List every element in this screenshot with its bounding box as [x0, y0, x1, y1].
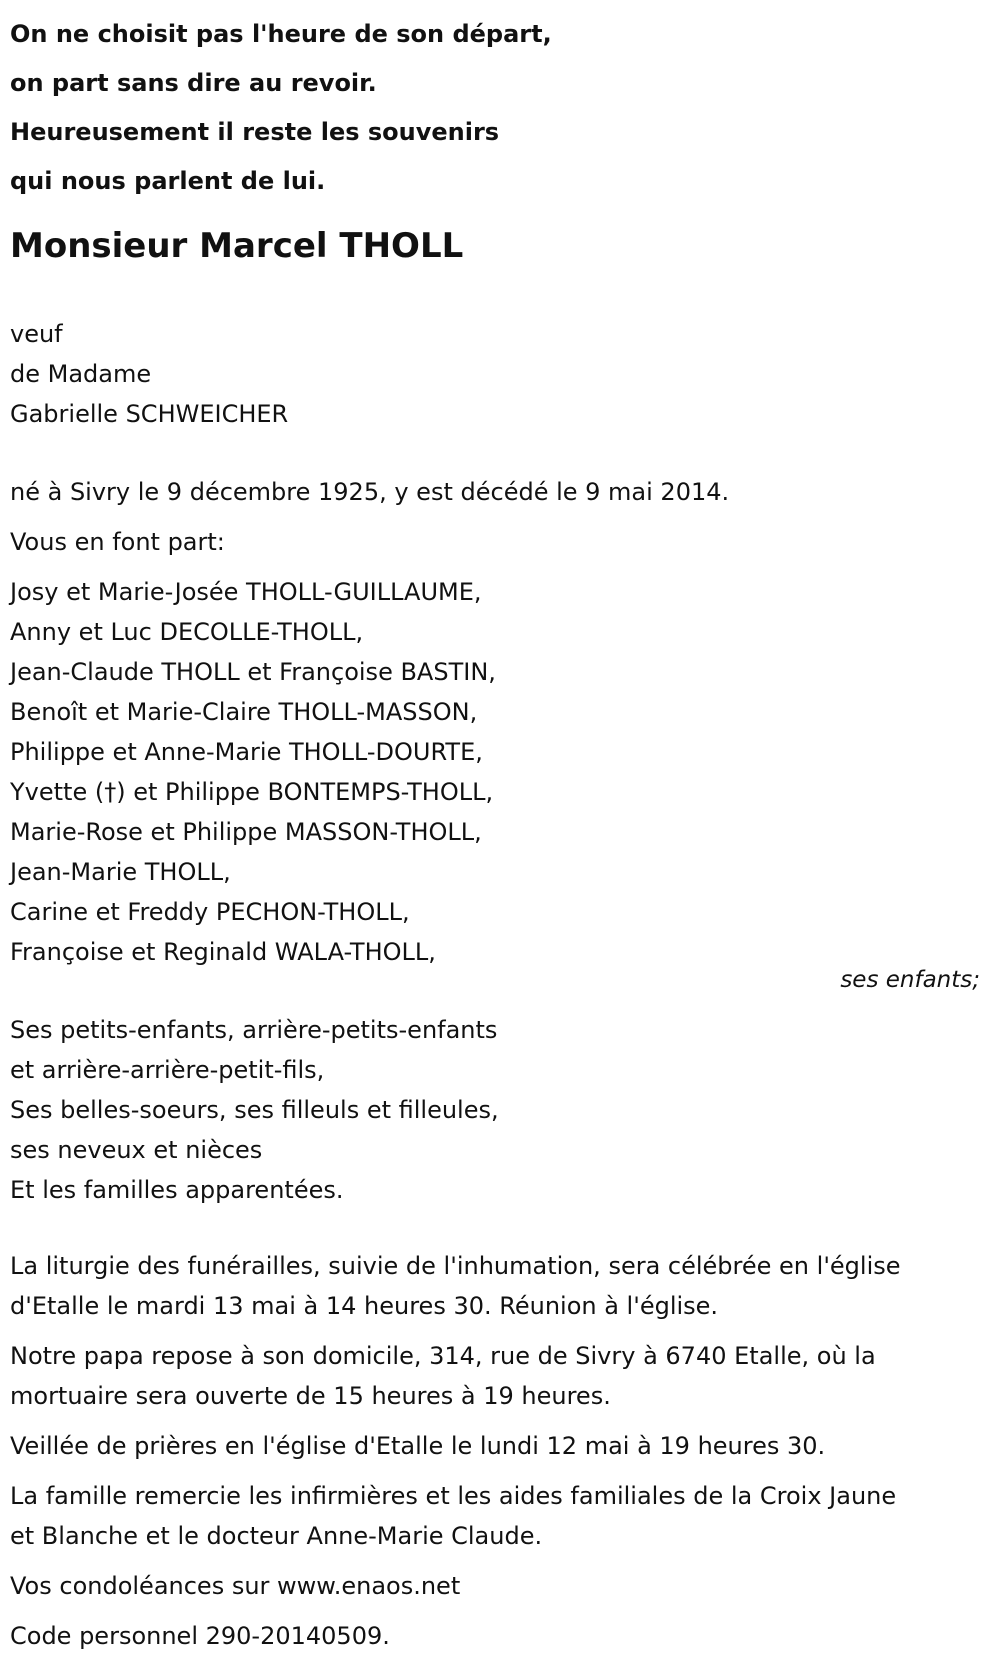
child-line: Josy et Marie-Josée THOLL-GUILLAUME, — [10, 578, 482, 606]
family-line: Ses belles-soeurs, ses filleuls et filleules, — [10, 1096, 499, 1124]
paragraph-line: mortuaire sera ouverte de 15 heures à 19 heures. — [10, 1382, 611, 1410]
paragraph-line: Vos condoléances sur www.enaos.net — [10, 1572, 461, 1600]
widow-line: veuf — [10, 320, 63, 348]
birth-death: né à Sivry le 9 décembre 1925, y est décédé le 9 mai 2014. — [10, 478, 730, 506]
children-list — [10, 572, 990, 993]
children-role: ses enfants; — [840, 967, 980, 993]
child-line: Philippe et Anne-Marie THOLL-DOURTE, — [10, 738, 483, 766]
paragraph-line: Notre papa repose à son domicile, 314, rue de Sivry à 6740 Etalle, où la — [10, 1342, 876, 1370]
family-line: Ses petits-enfants, arrière-petits-enfants — [10, 1016, 498, 1044]
paragraph-line: et Blanche et le docteur Anne-Marie Claude. — [10, 1522, 543, 1550]
deceased-name: Monsieur Marcel THOLL — [10, 226, 464, 266]
family-list — [10, 1010, 990, 1210]
paragraph-line: La liturgie des funérailles, suivie de l'inhumation, sera célébrée en l'église — [10, 1252, 901, 1280]
child-line: Yvette (†) et Philippe BONTEMPS-THOLL, — [10, 778, 494, 806]
child-line: Marie-Rose et Philippe MASSON-THOLL, — [10, 818, 482, 846]
child-line: Françoise et Reginald WALA-THOLL, — [10, 938, 436, 966]
paragraph-line: La famille remercie les infirmières et les aides familiales de la Croix Jaune — [10, 1482, 897, 1510]
poem — [10, 10, 990, 206]
announce-text: Vous en font part: — [10, 528, 225, 556]
widow-line: de Madame — [10, 360, 152, 388]
liturgy-paragraph — [10, 1246, 990, 1326]
child-line: Benoît et Marie-Claire THOLL-MASSON, — [10, 698, 478, 726]
child-line: Anny et Luc DECOLLE-THOLL, — [10, 618, 364, 646]
family-line: ses neveux et nièces — [10, 1136, 263, 1164]
poem-line: On ne choisit pas l'heure de son départ, — [10, 20, 552, 48]
paragraph-line: Veillée de prières en l'église d'Etalle le lundi 12 mai à 19 heures 30. — [10, 1432, 826, 1460]
thanks-paragraph — [10, 1476, 990, 1556]
poem-line: Heureusement il reste les souvenirs — [10, 118, 500, 146]
poem-line: on part sans dire au revoir. — [10, 69, 377, 97]
child-line: Jean-Marie THOLL, — [10, 858, 231, 886]
condolences-paragraph — [10, 1566, 990, 1606]
paragraph-line: d'Etalle le mardi 13 mai à 14 heures 30. Réunion à l'église. — [10, 1292, 719, 1320]
personal-code-paragraph — [10, 1616, 990, 1656]
widow-line: Gabrielle SCHWEICHER — [10, 400, 289, 428]
paragraph-line: Code personnel 290-20140509. — [10, 1622, 390, 1650]
vigil-paragraph — [10, 1426, 990, 1466]
family-line: Et les familles apparentées. — [10, 1176, 344, 1204]
obituary-page — [10, 0, 990, 1656]
child-line: Carine et Freddy PECHON-THOLL, — [10, 898, 410, 926]
family-line: et arrière-arrière-petit-fils, — [10, 1056, 325, 1084]
widow-of — [10, 314, 990, 434]
funeral-info — [10, 1246, 990, 1656]
poem-line: qui nous parlent de lui. — [10, 167, 326, 195]
child-line: Jean-Claude THOLL et Françoise BASTIN, — [10, 658, 496, 686]
rest-paragraph — [10, 1336, 990, 1416]
